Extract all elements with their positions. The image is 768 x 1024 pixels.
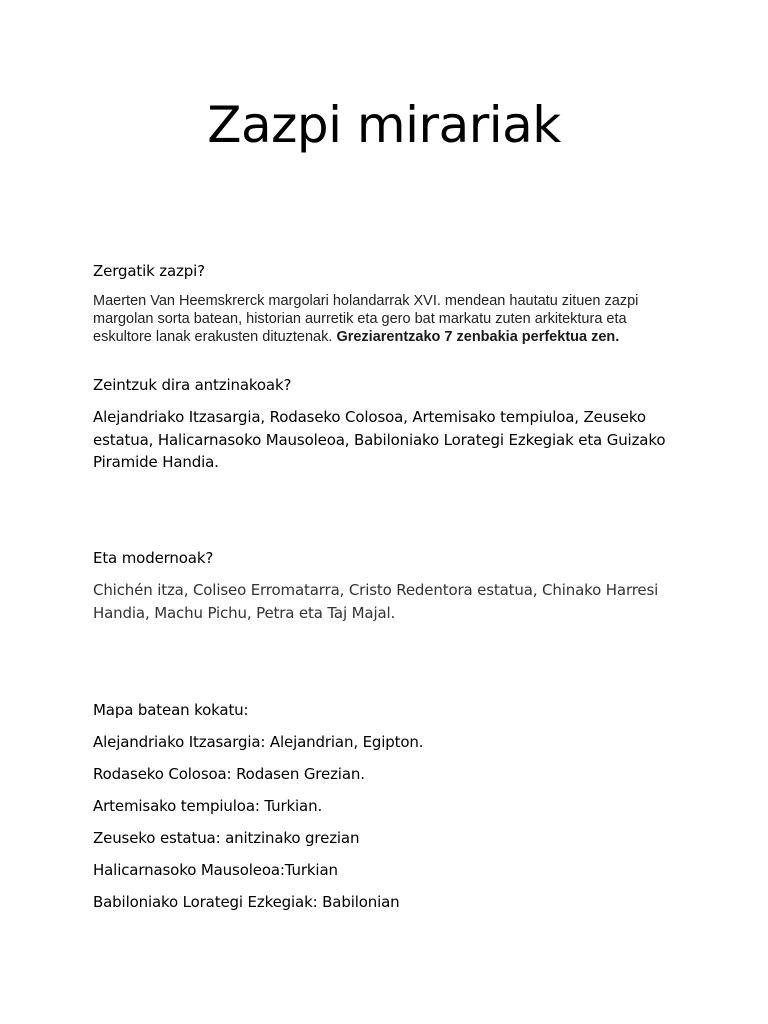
map-item: Halicarnasoko Mausoleoa:Turkian bbox=[93, 861, 338, 879]
map-item: Zeuseko estatua: anitzinako grezian bbox=[93, 829, 360, 847]
question-why-seven: Zergatik zazpi? bbox=[93, 262, 205, 280]
document-title: Zazpi mirariak bbox=[207, 96, 561, 154]
answer-modern: Chichén itza, Coliseo Erromatarra, Cristo Redentora estatua, Chinako Harresi Handia, Machu Pichu, Petra eta Taj Majal. bbox=[93, 581, 659, 622]
map-heading: Mapa batean kokatu: bbox=[93, 701, 249, 719]
answer-why-seven bbox=[93, 292, 678, 346]
question-modern: Eta modernoak? bbox=[93, 549, 214, 567]
map-item: Alejandriako Itzasargia: Alejandrian, Egipton. bbox=[93, 733, 424, 751]
answer-why-seven-bold: Greziarentzako 7 zenbakia perfektua zen. bbox=[336, 329, 620, 345]
answer-ancient: Alejandriako Itzasargia, Rodaseko Colosoa, Artemisako tempiuloa, Zeuseko estatua, Halicarnasoko Mausoleoa, Babiloniako Lorategi Ezkegiak eta Guizako Piramide Handia. bbox=[93, 408, 666, 471]
answer-why-seven-text: Maerten Van Heemskrerck margolari holandarrak XVI. mendean hautatu zituen zazpi margolan sorta batean, historian aurretik eta gero bat markatu zuten arkitektura eta eskultore lanak erakusten dituztenak. bbox=[93, 293, 639, 345]
map-item: Rodaseko Colosoa: Rodasen Grezian. bbox=[93, 765, 365, 783]
map-item: Babiloniako Lorategi Ezkegiak: Babilonian bbox=[93, 893, 400, 911]
question-ancient: Zeintzuk dira antzinakoak? bbox=[93, 376, 292, 394]
map-item: Artemisako tempiuloa: Turkian. bbox=[93, 797, 323, 815]
